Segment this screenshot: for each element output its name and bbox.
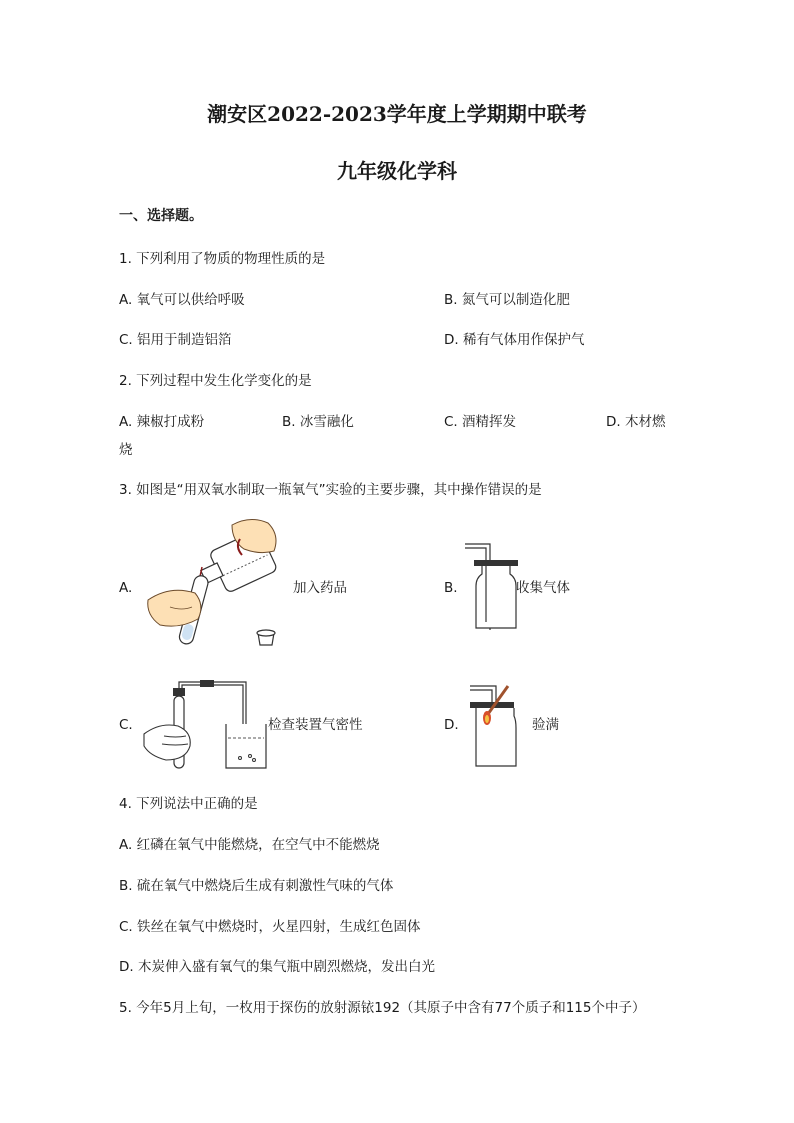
q4-stem: 4. 下列说法中正确的是 [119,796,258,812]
q2-option-a: A. 辣椒打成粉 [119,414,205,430]
q3-option-d-caption: 验满 [532,717,559,733]
q3-option-d-letter: D. [444,717,459,733]
q2-stem: 2. 下列过程中发生化学变化的是 [119,373,312,389]
q1-option-d: D. 稀有气体用作保护气 [444,332,585,348]
q3-option-a-caption: 加入药品 [293,580,347,596]
q5-stem: 5. 今年5月上旬，一枚用于探伤的放射源铱192（其原子中含有77个质子和115个中子） [119,1000,646,1016]
q4-option-b: B. 硫在氧气中燃烧后生成有刺激性气味的气体 [119,878,394,894]
q1-option-c: C. 铝用于制造铝箔 [119,332,232,348]
q2-option-d: D. 木材燃 [606,414,666,430]
q3-option-a-letter: A. [119,580,133,596]
oxygen-full-test-figure [460,684,520,770]
q1-option-a: A. 氧气可以供给呼吸 [119,292,245,308]
gas-collection-figure [460,542,520,632]
q3-stem: 3. 如图是“用双氧水制取一瓶氧气”实验的主要步骤，其中操作错误的是 [119,482,542,498]
pouring-reagent-figure [140,515,290,655]
exam-subtitle: 九年级化学科 [337,159,457,183]
q1-option-b: B. 氮气可以制造化肥 [444,292,570,308]
q2-option-b: B. 冰雪融化 [282,414,354,430]
airtightness-check-figure [140,676,270,772]
q4-option-a: A. 红磷在氧气中能燃烧，在空气中不能燃烧 [119,837,380,853]
section-heading: 一、选择题。 [119,208,203,224]
q3-option-b-caption: 收集气体 [516,580,570,596]
q2-option-c: C. 酒精挥发 [444,414,517,430]
q1-stem: 1. 下列利用了物质的物理性质的是 [119,251,326,267]
q3-option-c-letter: C. [119,717,133,733]
q3-option-b-letter: B. [444,580,458,596]
q4-option-c: C. 铁丝在氧气中燃烧时，火星四射，生成红色固体 [119,919,421,935]
q4-option-d: D. 木炭伸入盛有氧气的集气瓶中剧烈燃烧，发出白光 [119,959,435,975]
q2-option-d-wrap: 烧 [119,442,133,458]
q3-option-c-caption: 检查装置气密性 [268,717,363,733]
exam-title: 潮安区2022-2023学年度上学期期中联考 [207,102,587,126]
